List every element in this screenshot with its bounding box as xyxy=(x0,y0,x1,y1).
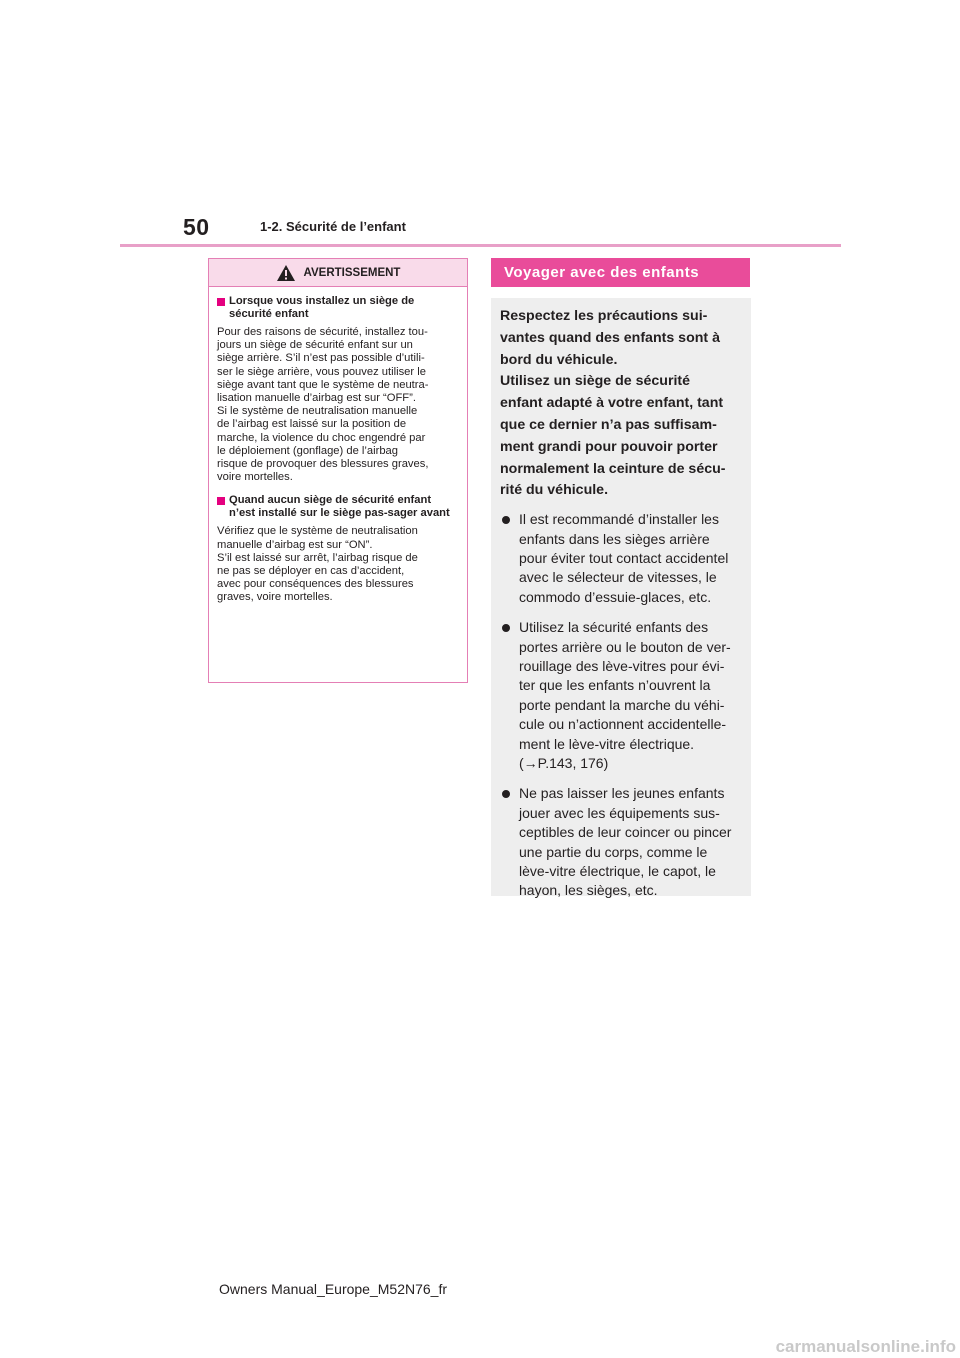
list-item xyxy=(500,618,741,773)
list-item xyxy=(500,784,741,900)
warning-subtitle-text: Quand aucun siège de sécurité enfant n’est installé sur le siège pas-sager avant xyxy=(229,494,450,520)
bullet-icon xyxy=(502,624,510,632)
header-rule xyxy=(120,244,841,247)
square-bullet-icon xyxy=(217,298,225,306)
list-item xyxy=(500,510,741,607)
precautions-panel xyxy=(491,298,751,899)
warning-subtitle-text: Lorsque vous installez un siège de sécurité enfant xyxy=(229,295,415,320)
warning-triangle-icon xyxy=(276,264,296,282)
section-title: 1-2. Sécurité de l’enfant xyxy=(260,219,406,234)
bullet-icon xyxy=(502,790,510,798)
footer-text: Owners Manual_Europe_M52N76_fr xyxy=(219,1281,448,1297)
list-item-text: Ne pas laisser les jeunes enfants jouer avec les équipements sus- ceptibles de leur coincer ou pincer une partie du corps, comme le lève-vitre électrique, le capot, le hayon, les sièges, etc. xyxy=(519,785,732,899)
watermark: carmanualsonline.info xyxy=(775,1337,956,1356)
warning-title: AVERTISSEMENT xyxy=(303,266,401,279)
section-heading: Voyager avec des enfants xyxy=(491,258,750,287)
list-item-text: Utilisez la sécurité enfants des portes arrière ou le bouton de ver- rouillage des lève-vitres pour évi- ter que les enfants n’ouvrent la porte pendant la marche du véhi- cule ou n’actionnent accidentelle- ment le lève-vitre électrique. (→P.143, 176) xyxy=(519,619,731,772)
bullet-icon xyxy=(502,516,510,524)
warning-subtitle xyxy=(217,295,458,321)
intro-text: Respectez les précautions sui- vantes quand des enfants sont à bord du véhicule. Utilisez un siège de sécurité enfant adapté à votre enfant, tant que ce dernier n’a pas suffisam- ment grandi pour pouvoir porter normalement la ceinture de sécu- rité du véhicule. xyxy=(500,308,726,499)
square-bullet-icon xyxy=(217,497,225,505)
warning-paragraph: Vérifiez que le système de neutralisation manuelle d’airbag est sur “ON”. S’il est laissé sur arrêt, l’airbag risque de ne pas se déployer en cas d’accident, avec pour conséquences des blessures graves, voire mortelles. xyxy=(217,525,418,604)
warning-box xyxy=(208,258,468,683)
warning-header xyxy=(209,259,467,287)
list-item-text: Il est recommandé d’installer les enfants dans les sièges arrière pour éviter tout contact accidentel avec le sélecteur de vitesses, le commodo d’essuie-glaces, etc. xyxy=(519,511,729,605)
warning-subtitle xyxy=(217,494,458,520)
warning-body xyxy=(209,287,467,605)
page-number: 50 xyxy=(183,214,210,240)
warning-paragraph: Pour des raisons de sécurité, installez tou- jours un siège de sécurité enfant sur un siège arrière. S’il n’est pas possible d’utili- ser le siège arrière, vous pouvez utiliser le siège avant tant que le système de neutra- lisation manuelle d’airbag est sur “OFF”. Si le système de neutralisation manuelle de l’airbag est laissé sur la position de marche, la violence du choc engendré par le déploiement (gonflage) de l’airbag risque de provoquer des blessures graves, voire mortelles. xyxy=(217,326,429,484)
